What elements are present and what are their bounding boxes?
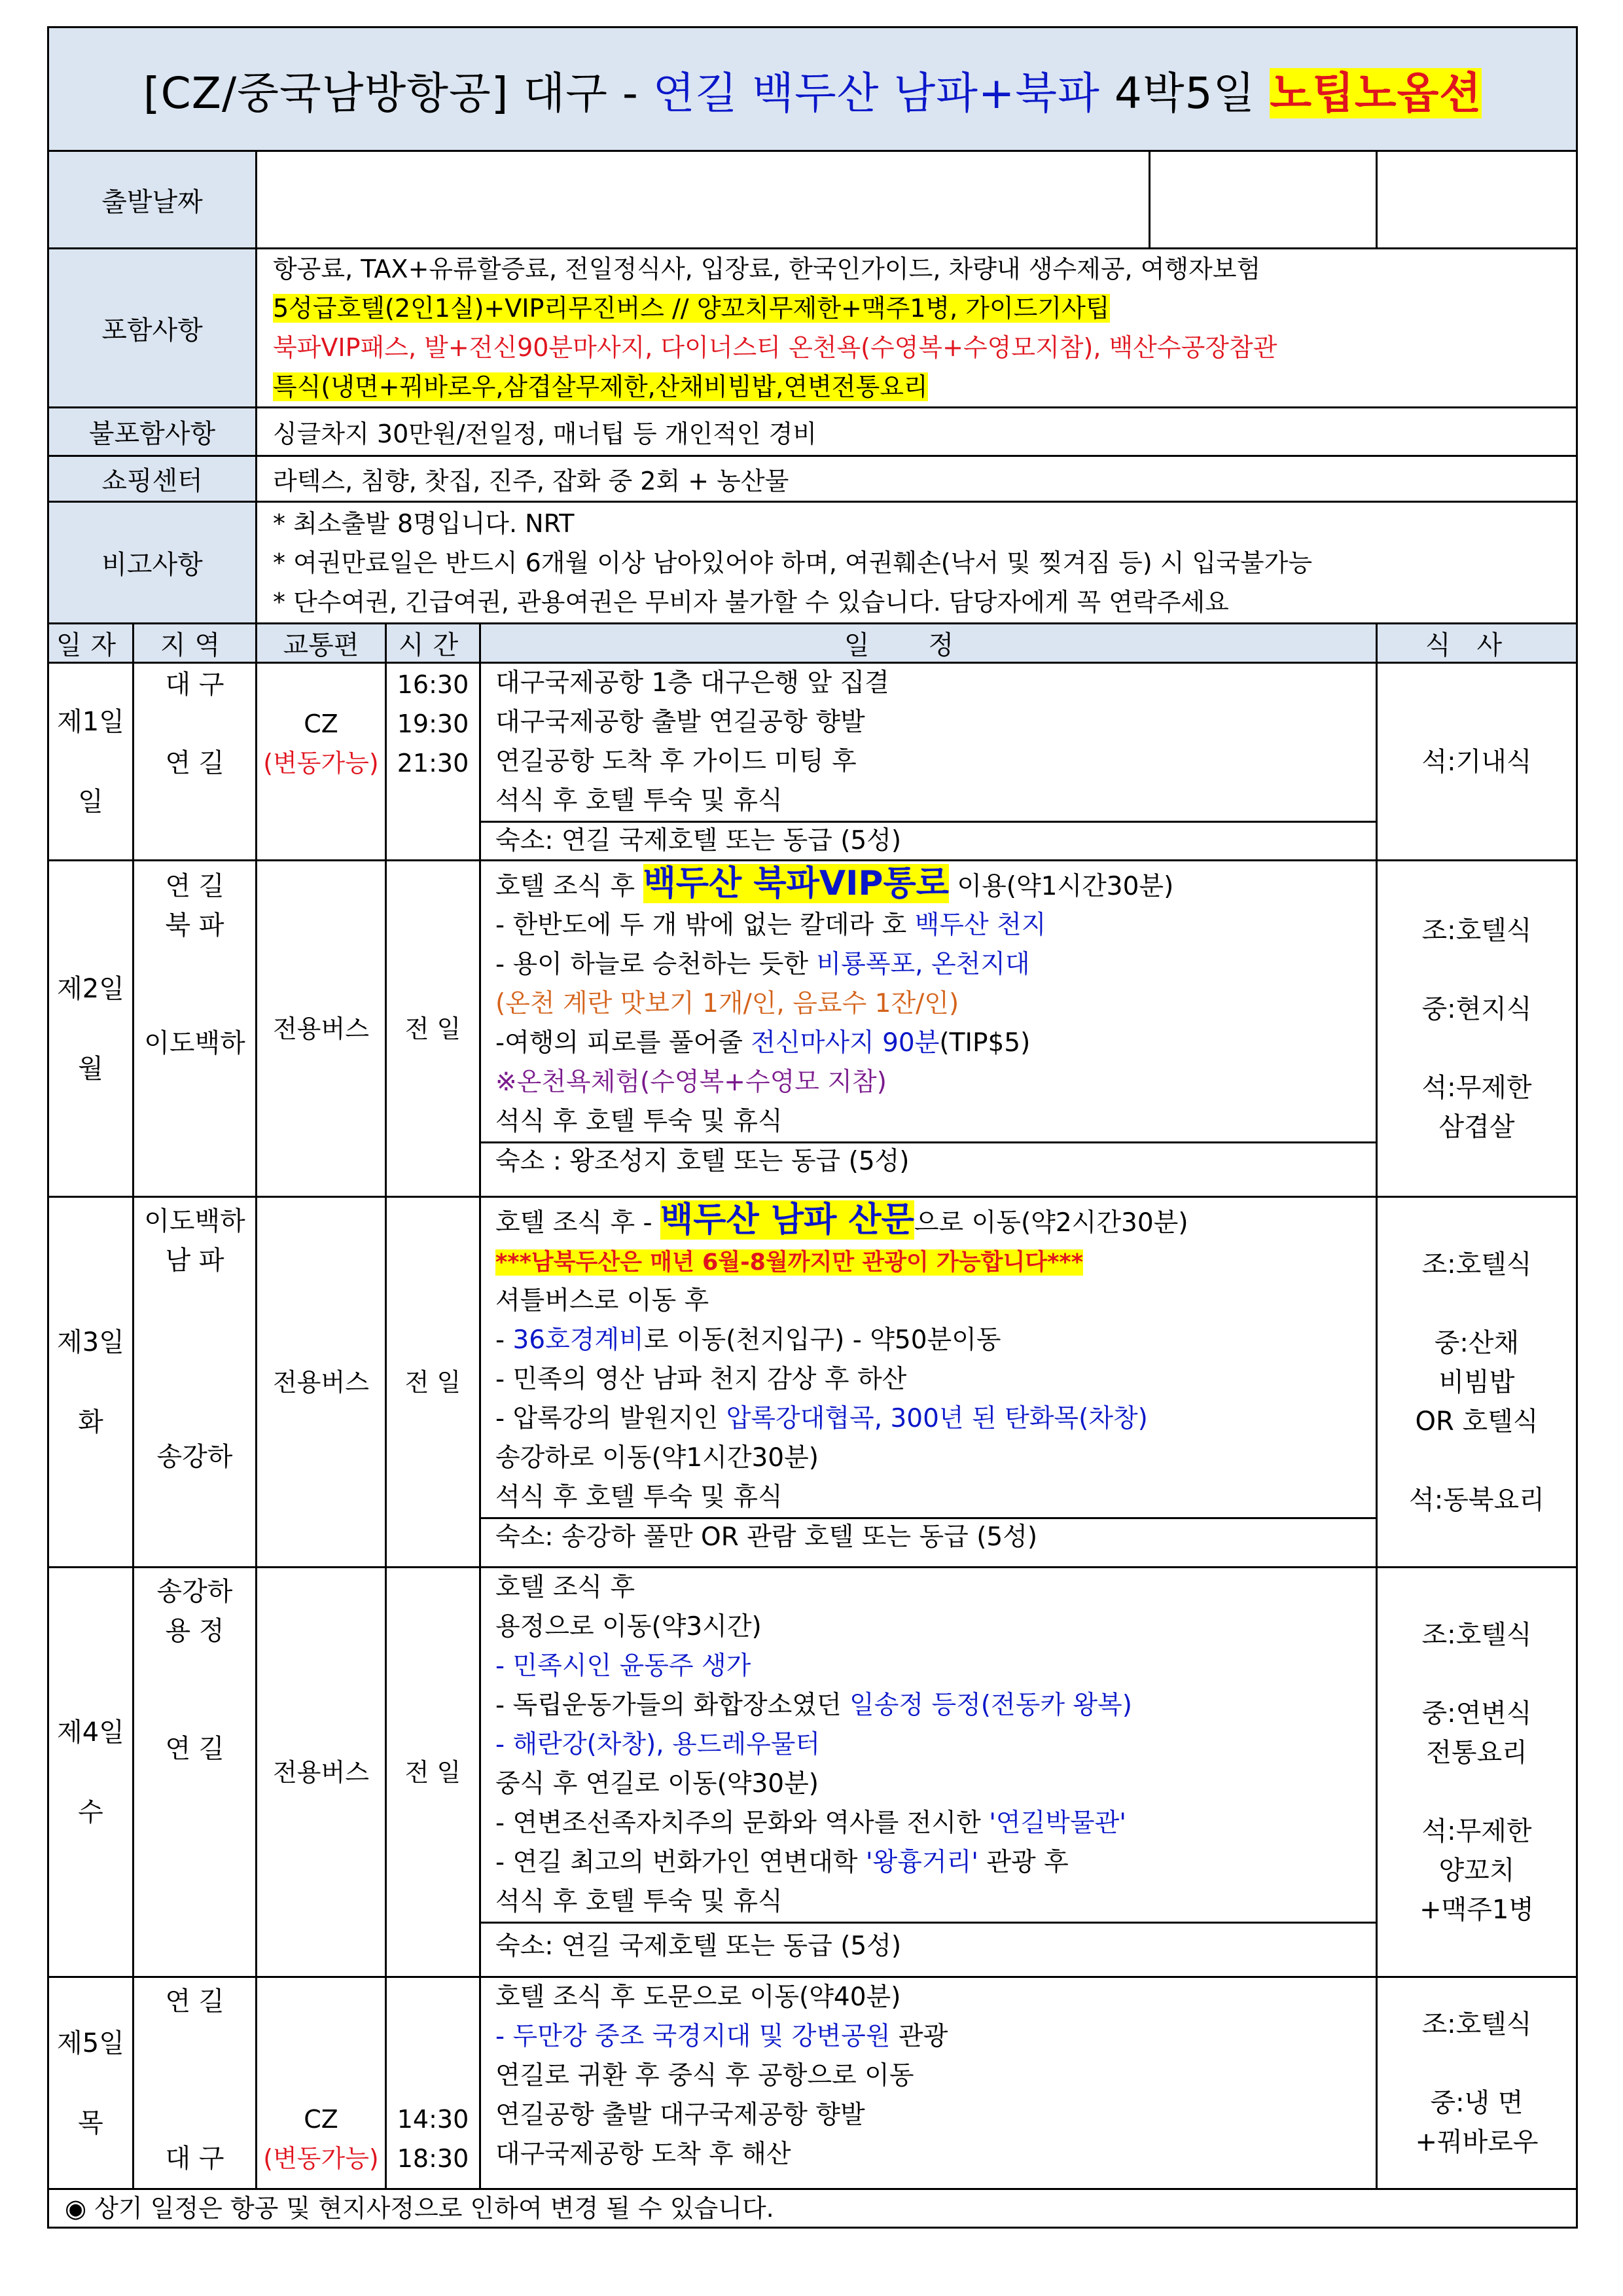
day3-s6b: 압록강대협곡, 300년 된 탄화목(차창) — [726, 1404, 1148, 1433]
day3-transport-value: 전용버스 — [273, 1367, 369, 1397]
note-2: * 여권만료일은 반드시 6개월 이상 남아있어야 하며, 여권훼손(낙서 및 찢겨짐 등) 시 입국불가능 — [273, 548, 1313, 577]
day4-s8b: '왕흉거리' — [865, 1848, 978, 1877]
day5-s2a: - 두만강 중조 국경지대 및 강변공원 — [495, 2022, 891, 2051]
notes-value — [257, 502, 1577, 624]
day4-s8c: 관광 후 — [978, 1848, 1069, 1877]
day4-s8a: - 연길 최고의 번화가인 연변대학 — [495, 1848, 866, 1877]
day2-s2a: - 한반도에 두 개 밖에 없는 칼데라 호 — [495, 910, 915, 940]
day3-weekday: 화 — [78, 1407, 103, 1437]
day1-time-2: 19:30 — [397, 709, 469, 738]
day5-transport — [257, 1977, 386, 2189]
day2-time-value: 전 일 — [404, 1014, 461, 1043]
day2-meal-dinner: 석:무제한 — [1421, 1072, 1532, 1103]
day1-schedule-line: 대구국제공항 출발 연길공항 향발 — [495, 708, 865, 737]
day2-weekday: 월 — [78, 1053, 103, 1084]
day4-region — [134, 1568, 257, 1977]
day5-label — [48, 1977, 134, 2189]
day4-time — [386, 1568, 480, 1977]
title-suffix: 4박5일 — [1099, 67, 1270, 118]
day3-region-1: 이도백하 — [144, 1206, 245, 1236]
itinerary-table — [47, 26, 1578, 2229]
day3-season-notice: ***남북두산은 매년 6월-8월까지만 관광이 가능합니다*** — [495, 1249, 1083, 1276]
day2-schedule-line: (온천 계란 맛보기 1개/인, 음료수 1잔/인) — [495, 989, 959, 1018]
day3-highlight-route: 백두산 남파 산문 — [660, 1200, 914, 1240]
day3-schedule-line: - 민족의 영산 남파 천지 감상 후 하산 — [495, 1365, 907, 1394]
day5-region-1: 연 길 — [165, 1986, 224, 2017]
day5-meal — [1377, 1977, 1577, 2189]
title-badge: 노팁노옵션 — [1270, 67, 1482, 118]
day3-region — [134, 1197, 257, 1568]
departure-blank — [1377, 151, 1577, 249]
day2-highlight-route: 백두산 북파VIP통로 — [643, 864, 949, 903]
included-label: 포함사항 — [48, 249, 257, 408]
header-time: 시간 — [386, 624, 480, 663]
day1-schedule-line: 대구국제공항 1층 대구은행 앞 집결 — [495, 668, 889, 698]
day2-transport-value: 전용버스 — [273, 1014, 369, 1043]
day5-schedule-line — [481, 2017, 1376, 2056]
day4-label — [48, 1568, 134, 1977]
day4-schedule-line: 석식 후 호텔 투숙 및 휴식 — [495, 1887, 783, 1916]
header-meal: 식사 — [1377, 624, 1577, 663]
day3-meal-dinner: 석:동북요리 — [1409, 1484, 1544, 1515]
day2-transport — [257, 861, 386, 1197]
day5-s2b: 관광 — [890, 2022, 948, 2051]
day3-schedule-line — [481, 1399, 1376, 1439]
day3-s1a: 호텔 조식 후 - — [495, 1208, 661, 1238]
shopping-value: 라텍스, 침향, 찻집, 진주, 잡화 중 2회 + 농산물 — [257, 456, 1577, 502]
day4-s4b: 일송정 등정(전동카 왕복) — [849, 1691, 1132, 1720]
itinerary-document — [47, 26, 1576, 2229]
day4-meal-dinner-2: 양꼬치 — [1438, 1855, 1515, 1886]
day2-region — [134, 861, 257, 1197]
day1-schedule — [480, 663, 1377, 861]
day5-time — [386, 1977, 480, 2189]
day1-schedule-line: 연길공항 도착 후 가이드 미팅 후 — [495, 747, 857, 776]
header-region: 지역 — [134, 624, 257, 663]
included-line-3: 북파VIP패스, 발+전신90분마사지, 다이너스티 온천욕(수영복+수영모지참), 백산수공장참관 — [273, 333, 1277, 362]
day3-meal-lunch-3: OR 호텔식 — [1415, 1406, 1539, 1437]
day5-region — [134, 1977, 257, 2189]
note-1: * 최소출발 8명입니다. NRT — [273, 509, 575, 538]
day2-schedule-line — [481, 861, 1376, 906]
excluded-value: 싱글차지 30만원/전일정, 매너팁 등 개인적인 경비 — [257, 408, 1577, 456]
day4-weekday: 수 — [78, 1797, 103, 1827]
day2-meal — [1377, 861, 1577, 1197]
day2-meal-dinner-detail: 삼겹살 — [1438, 1111, 1515, 1142]
day1-region — [134, 663, 257, 861]
day4-meal-lunch-2: 전통요리 — [1426, 1737, 1527, 1768]
day-row-4 — [48, 1568, 1577, 1977]
day4-time-value: 전 일 — [404, 1757, 461, 1787]
day1-weekday: 일 — [78, 786, 103, 817]
day4-hotel: 숙소: 연길 국제호텔 또는 동급 (5성) — [481, 1922, 1376, 1969]
day2-schedule-line: 석식 후 호텔 투숙 및 휴식 — [495, 1107, 783, 1136]
day4-schedule — [480, 1568, 1377, 1977]
day5-meal-breakfast: 조:호텔식 — [1421, 2009, 1532, 2039]
day1-time — [386, 663, 480, 861]
day5-time-2: 18:30 — [397, 2144, 469, 2173]
day4-region-3: 연 길 — [165, 1734, 224, 1764]
day2-s3a: - 용이 하늘로 승천하는 듯한 — [495, 950, 817, 979]
header-transport: 교통편 — [257, 624, 386, 663]
header-day: 일자 — [48, 624, 134, 663]
day3-s4c: 로 이동(천지입구) - 약50분이동 — [643, 1325, 1001, 1355]
day5-time-1: 14:30 — [397, 2105, 469, 2134]
day4-schedule-line: 호텔 조식 후 — [495, 1573, 635, 1602]
day4-meal — [1377, 1568, 1577, 1977]
day5-schedule — [480, 1977, 1377, 2189]
day1-region-1: 대 구 — [165, 670, 224, 700]
day4-transport-value: 전용버스 — [273, 1757, 369, 1787]
day2-number: 제2일 — [57, 973, 124, 1004]
day3-schedule-line: 송강하로 이동(약1시간30분) — [495, 1443, 819, 1473]
departure-extra-field — [1150, 152, 1376, 247]
shopping-label: 쇼핑센터 — [48, 456, 257, 502]
day4-meal-lunch: 중:연변식 — [1421, 1698, 1532, 1729]
day-row-3 — [48, 1197, 1577, 1568]
day2-s5a: -여행의 피로를 풀어줄 — [495, 1028, 751, 1058]
day5-transport-code: CZ — [304, 2105, 338, 2134]
day2-s1c: 이용(약1시간30분) — [949, 872, 1174, 901]
day5-schedule-line: 호텔 조식 후 도문으로 이동(약40분) — [495, 1982, 901, 2012]
day3-schedule-line: 석식 후 호텔 투숙 및 휴식 — [495, 1482, 783, 1512]
day2-s2b: 백두산 천지 — [914, 910, 1046, 940]
day1-transport — [257, 663, 386, 861]
day-row-2 — [48, 861, 1577, 1197]
day1-label — [48, 663, 134, 861]
day3-s4b: 36호경계비 — [512, 1325, 644, 1355]
day2-meal-lunch: 중:현지식 — [1421, 994, 1532, 1024]
day2-time — [386, 861, 480, 1197]
day3-meal-lunch-2: 비빔밥 — [1438, 1367, 1515, 1397]
day3-s4a: - — [495, 1325, 513, 1355]
day2-hotel: 숙소 : 왕조성지 호텔 또는 동급 (5성) — [481, 1141, 1376, 1180]
day3-hotel: 숙소: 송강하 풀만 OR 관람 호텔 또는 동급 (5성) — [481, 1517, 1376, 1556]
day4-meal-dinner-3: +맥주1병 — [1419, 1894, 1534, 1925]
day5-meal-lunch-2: +꿔바로우 — [1415, 2126, 1539, 2157]
day3-schedule — [480, 1197, 1377, 1568]
day3-time — [386, 1197, 480, 1568]
day5-schedule-line: 연길공항 출발 대구국제공항 향발 — [495, 2100, 865, 2130]
day3-transport — [257, 1197, 386, 1568]
day1-schedule-line: 석식 후 호텔 투숙 및 휴식 — [495, 786, 783, 816]
day2-s3b: 비룡폭포, 온천지대 — [816, 950, 1030, 979]
day3-meal-lunch: 중:산채 — [1434, 1327, 1520, 1358]
day5-weekday: 목 — [78, 2108, 103, 2138]
day4-schedule-line — [481, 1843, 1376, 1882]
day3-time-value: 전 일 — [404, 1367, 461, 1397]
day3-meal — [1377, 1197, 1577, 1568]
day3-schedule-line — [481, 1198, 1376, 1242]
day-row-5 — [48, 1977, 1577, 2189]
day2-region-3: 이도백하 — [144, 1028, 245, 1058]
day2-schedule — [480, 861, 1377, 1197]
day5-transport-note: (변동가능) — [263, 2144, 379, 2173]
day1-time-3: 21:30 — [397, 749, 469, 778]
day2-schedule-line — [481, 1024, 1376, 1063]
day2-region-2: 북 파 — [165, 910, 224, 941]
day4-schedule-line — [481, 1686, 1376, 1725]
day2-schedule-line — [481, 945, 1376, 984]
day-row-1 — [48, 663, 1577, 861]
included-line-1: 항공료, TAX+유류할증료, 전일정식사, 입장료, 한국인가이드, 차량내 생수제공, 여행자보험 — [273, 255, 1261, 283]
note-3: * 단수여권, 긴급여권, 관용여권은 무비자 불가할 수 있습니다. 담당자에게 꼭 연락주세요 — [273, 587, 1229, 617]
day3-schedule-line: 셔틀버스로 이동 후 — [495, 1286, 709, 1316]
day1-meal — [1377, 663, 1577, 861]
page-title — [48, 27, 1577, 151]
day2-label — [48, 861, 134, 1197]
day2-s5c: (TIP$5) — [939, 1028, 1031, 1058]
day2-s1a: 호텔 조식 후 — [495, 872, 643, 901]
day3-s6a: - 압록강의 발원지인 — [495, 1404, 726, 1433]
day4-schedule-line: - 해란강(차창), 용드레우물터 — [495, 1730, 821, 1759]
day2-s5b: 전신마사지 90분 — [751, 1028, 940, 1058]
day4-s7b: '연길박물관' — [989, 1808, 1127, 1838]
day2-schedule-line: ※온천욕체험(수영복+수영모 지참) — [495, 1067, 887, 1097]
day3-region-3: 송강하 — [156, 1442, 233, 1472]
day2-region-1: 연 길 — [165, 871, 224, 901]
day4-number: 제4일 — [57, 1717, 124, 1748]
day5-number: 제5일 — [57, 2028, 124, 2058]
day5-meal-lunch: 중:냉 면 — [1430, 2087, 1524, 2118]
day1-time-1: 16:30 — [397, 670, 469, 699]
title-highlight: 연길 백두산 남파+북파 — [652, 67, 1100, 118]
day4-schedule-line: 용정으로 이동(약3시간) — [495, 1612, 762, 1641]
notes-label: 비고사항 — [48, 502, 257, 624]
day4-s7a: - 연변조선족자치주의 문화와 역사를 전시한 — [495, 1808, 990, 1838]
day4-meal-breakfast: 조:호텔식 — [1421, 1619, 1532, 1650]
day3-label — [48, 1197, 134, 1568]
included-line-2: 5성급호텔(2인1실)+VIP리무진버스 // 양꼬치무제한+맥주1병, 가이드기사팁 — [273, 294, 1110, 323]
day1-hotel: 숙소: 연길 국제호텔 또는 동급 (5성) — [481, 821, 1376, 859]
day1-transport-note: (변동가능) — [263, 749, 379, 778]
header-schedule: 일정 — [480, 624, 1377, 663]
day4-schedule-line: - 민족시인 윤동주 생가 — [495, 1651, 751, 1681]
departure-date-field — [257, 152, 1150, 247]
day4-schedule-line — [481, 1804, 1376, 1843]
day5-schedule-line: 연길로 귀환 후 중식 후 공항으로 이동 — [495, 2061, 914, 2090]
title-prefix: [CZ/중국남방항공] 대구 - — [143, 67, 653, 118]
departure-value-cell — [257, 151, 1377, 249]
day5-region-2: 대 구 — [165, 2144, 224, 2174]
day3-region-2: 남 파 — [165, 1246, 224, 1276]
excluded-label: 불포함사항 — [48, 408, 257, 456]
included-line-4: 특식(냉면+꿔바로우,삼겹살무제한,산채비빔밥,연변전통요리 — [273, 372, 928, 401]
day2-schedule-line — [481, 906, 1376, 945]
day3-s1c: 으로 이동(약2시간30분) — [914, 1208, 1188, 1238]
day4-s4a: - 독립운동가들의 화합장소였던 — [495, 1691, 850, 1720]
day1-transport-code: CZ — [304, 709, 338, 738]
day4-region-1: 송강하 — [156, 1577, 233, 1607]
day3-schedule-line — [481, 1321, 1376, 1360]
day3-schedule-line — [481, 1242, 1376, 1282]
day4-region-2: 용 정 — [165, 1616, 224, 1646]
departure-label: 출발날짜 — [48, 151, 257, 249]
day4-meal-dinner: 석:무제한 — [1421, 1816, 1532, 1846]
day1-meal-dinner: 석:기내식 — [1421, 746, 1532, 777]
day3-number: 제3일 — [57, 1327, 124, 1357]
footer-notice: ◉ 상기 일정은 항공 및 현지사정으로 인하여 변경 될 수 있습니다. — [48, 2189, 1577, 2228]
day1-number: 제1일 — [57, 706, 124, 737]
day1-region-2: 연 길 — [165, 748, 224, 778]
day5-schedule-line: 대구국제공항 도착 후 해산 — [495, 2140, 791, 2169]
day4-schedule-line: 중식 후 연길로 이동(약30분) — [495, 1769, 819, 1799]
day4-transport — [257, 1568, 386, 1977]
day3-meal-breakfast: 조:호텔식 — [1421, 1249, 1532, 1280]
day2-meal-breakfast: 조:호텔식 — [1421, 915, 1532, 946]
included-value — [257, 249, 1577, 408]
